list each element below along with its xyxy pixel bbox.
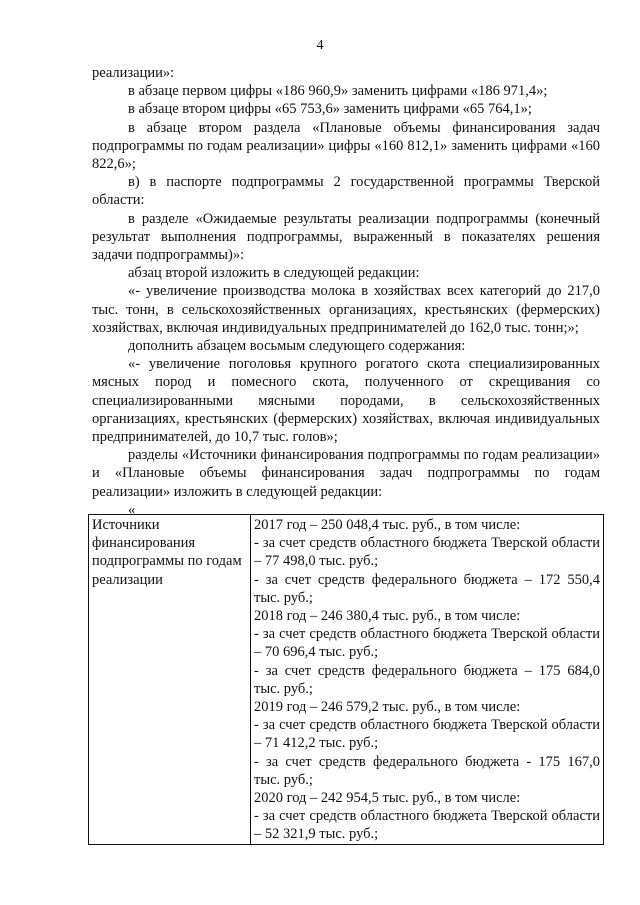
budget-source-line: - за счет средств федерального бюджета – 172 550,4 тыс. руб.; <box>254 571 600 606</box>
table-label-cell: Источники финансирования подпрограммы по годам реализации <box>89 515 251 845</box>
funding-sources-table <box>88 514 604 845</box>
page-number: 4 <box>316 38 324 53</box>
budget-source-line: - за счет средств федерального бюджета - 175 167,0 тыс. руб.; <box>254 753 600 788</box>
budget-source-line: - за счет средств областного бюджета Тверской области – 77 498,0 тыс. руб.; <box>254 535 600 570</box>
budget-source-line: - за счет средств областного бюджета Тверской области – 52 321,9 тыс. руб.; <box>254 808 600 843</box>
paragraph: в абзаце втором раздела «Плановые объемы финансирования задач подпрограммы по годам реализации» цифры «160 812,1» заменить цифрами «160 822,6»; <box>92 119 600 173</box>
budget-source-line: - за счет средств областного бюджета Тверской области – 71 412,2 тыс. руб.; <box>254 717 600 752</box>
paragraph: в абзаце втором цифры «65 753,6» заменить цифрами «65 764,1»; <box>128 101 532 118</box>
year-total-line: 2017 год – 250 048,4 тыс. руб., в том числе: <box>254 517 521 533</box>
paragraph: разделы «Источники финансирования подпрограммы по годам реализации» и «Плановые объемы финансирования задач подпрограммы по годам реализации» изложить в следующей редакции: <box>92 447 600 500</box>
year-total-line: 2018 год – 246 380,4 тыс. руб., в том числе: <box>254 608 521 625</box>
table-value-cell <box>251 515 604 845</box>
table-row <box>89 515 604 845</box>
paragraph: «- увеличение производства молока в хозяйствах всех категорий до 217,0 тыс. тонн, в сельскохозяйственных организациях, крестьянских (фермерских) хозяйствах, включая индивидуальных предпринимателей до 162,0 тыс. тонн;»; <box>92 283 600 336</box>
document-body <box>92 64 600 519</box>
paragraph: в) в паспорте подпрограммы 2 государственной программы Тверской области: <box>92 174 600 209</box>
paragraph: в абзаце первом цифры «186 960,9» заменить цифрами «186 971,4»; <box>128 83 548 100</box>
paragraph: в разделе «Ожидаемые результаты реализации подпрограммы (конечный результат выполнения подпрограммы, выраженный в показателях решения задачи подпрограммы)»: <box>92 210 600 264</box>
budget-source-line: - за счет средств федерального бюджета – 175 684,0 тыс. руб.; <box>254 662 600 697</box>
paragraph: абзац второй изложить в следующей редакции: <box>128 265 420 282</box>
year-total-line: 2020 год – 242 954,5 тыс. руб., в том числе: <box>254 790 521 807</box>
year-total-line: 2019 год – 246 579,2 тыс. руб., в том числе: <box>254 699 521 716</box>
paragraph: дополнить абзацем восьмым следующего содержания: <box>128 338 466 355</box>
paragraph-list <box>92 64 600 501</box>
paragraph: реализации»: <box>92 65 175 81</box>
opening-quote-mark: « <box>128 501 136 518</box>
budget-source-line: - за счет средств областного бюджета Тверской области – 70 696,4 тыс. руб.; <box>254 626 600 661</box>
paragraph: «- увеличение поголовья крупного рогатого скота специализированных мясных пород и помесного скота, полученного от скрещивания со специализированными мясными породами, в сельскохозяйственных организациях, крестьянских (фермерских) хозяйствах, включая индивидуальных предпринимателей, до 10,7 тыс. голов»; <box>92 356 600 446</box>
